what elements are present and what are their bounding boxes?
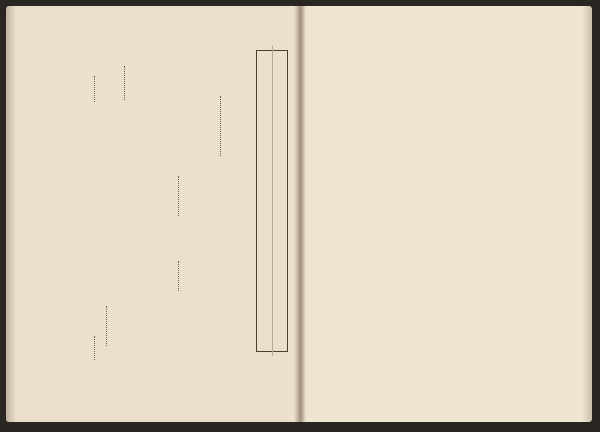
- leader-line: [106, 306, 107, 346]
- right-page: [300, 6, 592, 422]
- leader-line: [178, 261, 179, 291]
- leader-line: [94, 76, 95, 102]
- leader-line: [220, 96, 221, 156]
- leader-line: [124, 66, 125, 100]
- leader-line: [178, 176, 179, 216]
- left-page: [6, 6, 300, 422]
- leader-line: [94, 336, 95, 360]
